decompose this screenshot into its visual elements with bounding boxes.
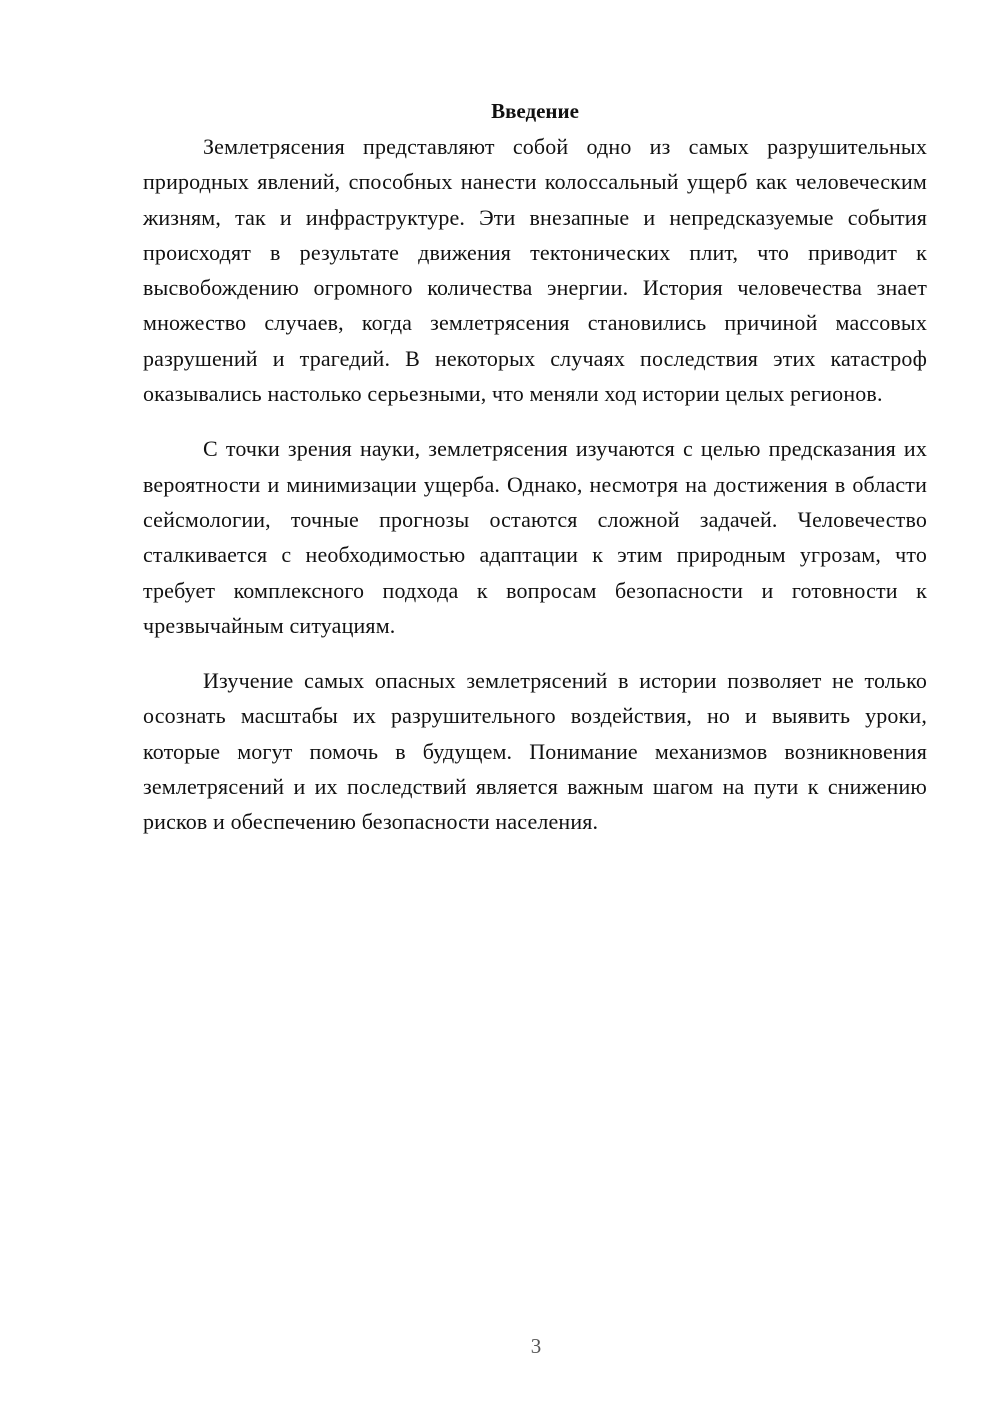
section-heading: Введение (491, 99, 579, 123)
page-number: 3 (530, 1334, 542, 1358)
paragraph-1: Землетрясения представляют собой одно из самых разрушительных природных явлений, способных нанести колоссальный ущерб как человеческим жизням, так и инфраструктуре. Эти внезапные и непредсказуемые события происходят в результате движения тектонических плит, что приводит к высвобождению огромного количества энергии. История человечества знает множество случаев, когда землетрясения становились причиной массовых разрушений и трагедий. В некоторых случаях последствия этих катастроф оказывались настолько серьезными, что меняли ход истории целых регионов. (143, 134, 927, 407)
page-content (143, 94, 927, 860)
paragraph-3: Изучение самых опасных землетрясений в истории позволяет не только осознать масштабы их разрушительного воздействия, но и выявить уроки, которые могут помочь в будущем. Понимание механизмов возникновения землетрясений и их последствий является важным шагом на пути к снижению рисков и обеспечению безопасности населения. (143, 668, 927, 835)
paragraph-2: С точки зрения науки, землетрясения изучаются с целью предсказания их вероятности и минимизации ущерба. Однако, несмотря на достижения в области сейсмологии, точные прогнозы остаются сложной задачей. Человечество сталкивается с необходимостью адаптации к этим природным угрозам, что требует комплексного подхода к вопросам безопасности и готовности к чрезвычайным ситуациям. (143, 436, 927, 638)
